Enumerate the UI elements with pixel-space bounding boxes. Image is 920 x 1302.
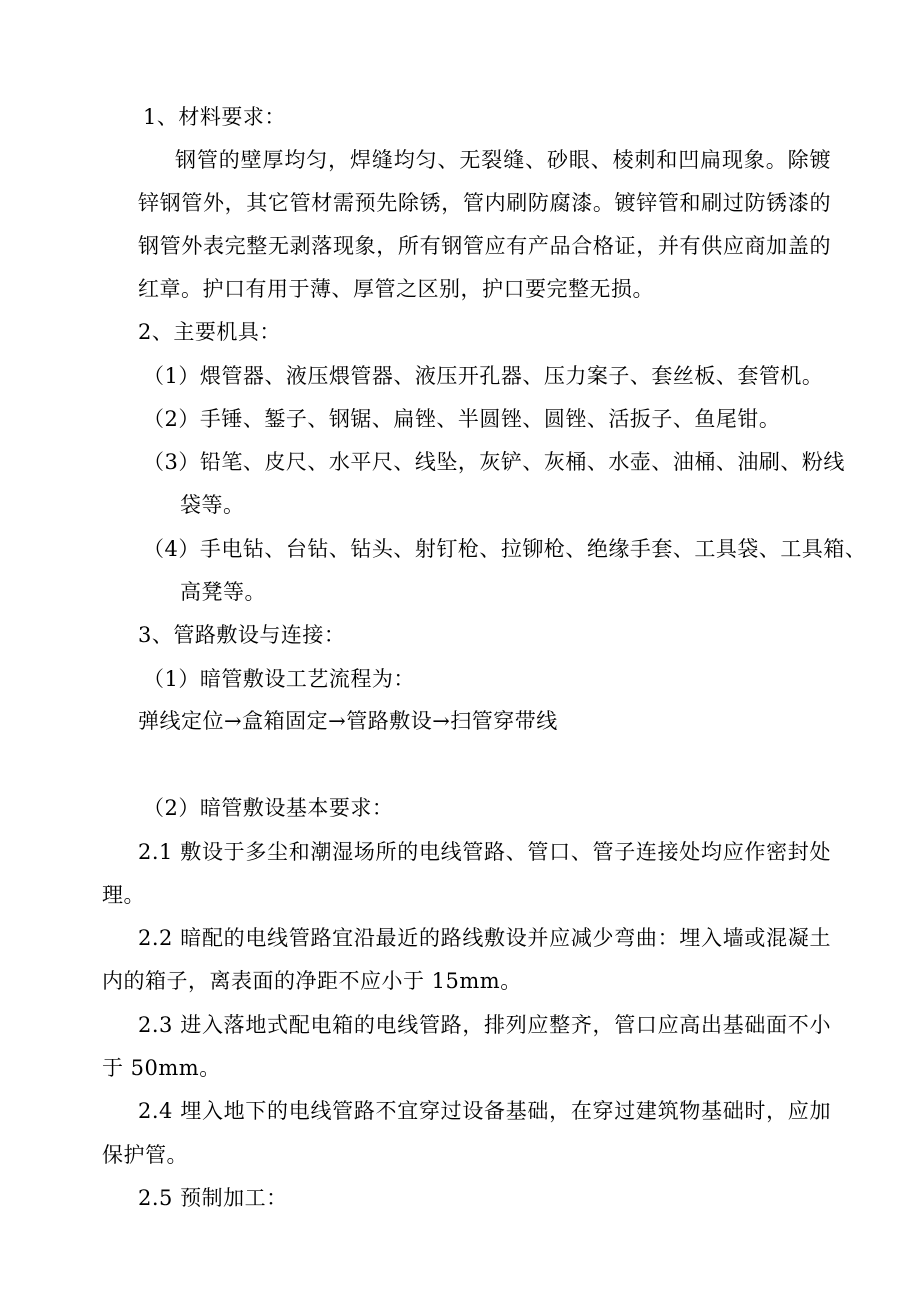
list-item-continued: 高凳等。	[180, 580, 266, 604]
requirement-line: 理。	[102, 883, 145, 907]
list-item-continued: 袋等。	[180, 493, 245, 517]
requirement-line: 2.1 敷设于多尘和潮湿场所的电线管路、管口、管子连接处均应作密封处	[138, 840, 831, 864]
list-item: （4）手电钻、台钻、钻头、射钉枪、拉铆枪、绝缘手套、工具袋、工具箱、	[143, 537, 867, 561]
requirement-line: 2.4 埋入地下的电线管路不宜穿过设备基础，在穿过建筑物基础时，应加	[138, 1099, 831, 1123]
subheading: （2）暗管敷设基本要求：	[143, 796, 394, 820]
list-item: （3）铅笔、皮尺、水平尺、线坠，灰铲、灰桶、水壶、油桶、油刷、粉线	[143, 450, 845, 474]
requirement-line: 内的箱子，离表面的净距不应小于 15mm。	[102, 969, 522, 993]
requirement-line: 2.5 预制加工：	[138, 1186, 288, 1210]
paragraph-line: 锌钢管外，其它管材需预先除锈，管内刷防腐漆。镀锌管和刷过防锈漆的	[138, 191, 831, 215]
requirement-line: 于 50mm。	[102, 1056, 221, 1080]
heading-materials: 1、材料要求：	[143, 105, 286, 129]
paragraph-line: 红章。护口有用于薄、厚管之区别，护口要完整无损。	[138, 277, 654, 301]
heading-pipe-laying: 3、管路敷设与连接：	[138, 623, 346, 647]
subheading: （1）暗管敷设工艺流程为：	[143, 667, 415, 691]
paragraph-line: 钢管外表完整无剥落现象，所有钢管应有产品合格证，并有供应商加盖的	[138, 234, 831, 258]
heading-tools: 2、主要机具：	[138, 320, 281, 344]
list-item: （1）煨管器、液压煨管器、液压开孔器、压力案子、套丝板、套管机。	[143, 364, 824, 388]
list-item: （2）手锤、錾子、钢锯、扁锉、半圆锉、圆锉、活扳子、鱼尾钳。	[143, 407, 781, 431]
process-flow: 弹线定位→盒箱固定→管路敷设→扫管穿带线	[138, 709, 558, 733]
paragraph-line: 钢管的壁厚均匀，焊缝均匀、无裂缝、砂眼、棱刺和凹扁现象。除镀	[175, 148, 831, 172]
requirement-line: 2.3 进入落地式配电箱的电线管路，排列应整齐，管口应高出基础面不小	[138, 1013, 831, 1037]
requirement-line: 2.2 暗配的电线管路宜沿最近的路线敷设并应减少弯曲：埋入墙或混凝土	[138, 926, 831, 950]
requirement-line: 保护管。	[102, 1143, 188, 1167]
